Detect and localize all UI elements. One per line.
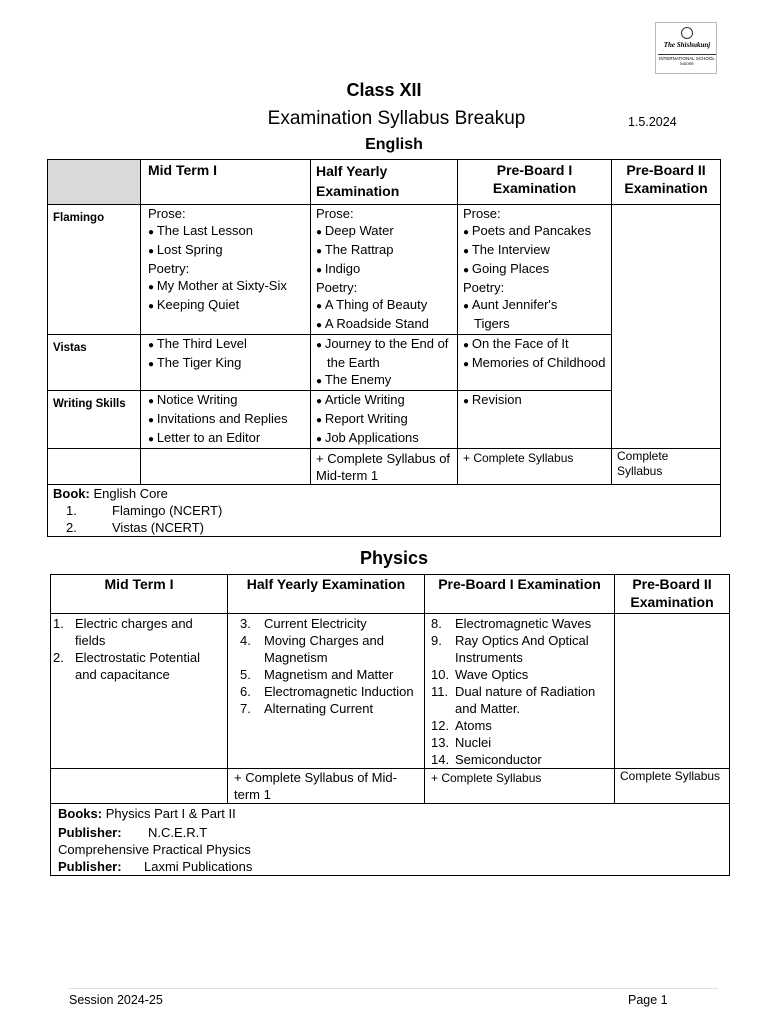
list-item: ● The Enemy bbox=[316, 371, 452, 390]
list-item: ● My Mother at Sixty-Six bbox=[148, 277, 305, 296]
col-header-mid-term: Mid Term I bbox=[51, 575, 228, 614]
list-item: ● Invitations and Replies bbox=[148, 410, 305, 429]
english-header-row bbox=[48, 160, 721, 205]
physics-title: Physics bbox=[359, 548, 429, 568]
list-item: ● Deep Water bbox=[316, 222, 452, 241]
physics-complete-syllabus-row bbox=[51, 769, 730, 804]
list-item: ● Poets and Pancakes bbox=[463, 222, 606, 241]
list-item: 14. Semiconductor bbox=[431, 752, 542, 767]
row-label-flamingo: Flamingo bbox=[48, 205, 141, 335]
physics-header-row bbox=[51, 575, 730, 614]
list-item: ● A Roadside Stand bbox=[316, 315, 452, 334]
english-half-yearly-complete: + Complete Syllabus of Mid-term 1 bbox=[311, 449, 458, 485]
list-item: ● Article Writing bbox=[316, 391, 452, 410]
vistas-half-yearly-cell bbox=[311, 335, 458, 391]
logo-sub: INTERNATIONAL SCHOOL bbox=[659, 56, 715, 61]
list-item: ● Journey to the End of the Earth bbox=[316, 335, 452, 371]
list-item: ● Indigo bbox=[316, 260, 452, 279]
list-item: 9. Ray Optics And Optical Instruments bbox=[431, 633, 589, 665]
physics-mid-term-cell bbox=[51, 614, 228, 769]
list-item: 1. Electric charges and fields bbox=[53, 616, 193, 648]
english-book-cell bbox=[48, 485, 721, 537]
col-header-half-yearly: Half Yearly Examination bbox=[311, 160, 458, 205]
list-item: ● The Last Lesson bbox=[148, 222, 305, 241]
col-header-preboard1: Pre-Board I Examination bbox=[458, 160, 612, 205]
blank-cell bbox=[141, 449, 311, 485]
list-item: 11. Dual nature of Radiation and Matter. bbox=[431, 684, 596, 716]
col-header-mid-term: Mid Term I bbox=[141, 160, 311, 205]
physics-preboard1-cell bbox=[425, 614, 615, 769]
english-title: English bbox=[365, 136, 423, 153]
physics-books-cell bbox=[51, 804, 730, 876]
footer-page-number: Page 1 bbox=[628, 993, 668, 1007]
col-header-half-yearly: Half Yearly Examination bbox=[228, 575, 425, 614]
school-seal-icon bbox=[681, 27, 693, 39]
prose-label: Prose: bbox=[316, 206, 354, 221]
practical-book: Comprehensive Practical Physics bbox=[58, 842, 251, 857]
footer-session: Session 2024-25 bbox=[69, 993, 163, 1007]
flamingo-row bbox=[48, 205, 721, 335]
list-item: 2. Vistas (NCERT) bbox=[66, 520, 204, 535]
col-header-preboard2: Pre-Board II Examination bbox=[612, 160, 721, 205]
list-item: ● Job Applications bbox=[316, 429, 452, 448]
english-syllabus-table bbox=[47, 159, 721, 537]
list-item: ● Lost Spring bbox=[148, 241, 305, 260]
english-preboard2-complete: Complete Syllabus bbox=[612, 449, 721, 485]
list-item: ● Aunt Jennifer's Tigers bbox=[463, 296, 591, 332]
poetry-label: Poetry: bbox=[148, 261, 190, 276]
vistas-preboard1-cell bbox=[458, 335, 612, 391]
list-item: 2. Electrostatic Potential and capacitance bbox=[53, 650, 201, 682]
writing-mid-term-cell bbox=[141, 391, 311, 449]
list-item: ● On the Face of It bbox=[463, 335, 606, 354]
list-item: 3. Current Electricity bbox=[240, 616, 367, 631]
list-item: 5. Magnetism and Matter bbox=[240, 667, 394, 682]
list-item: 8. Electromagnetic Waves bbox=[431, 616, 592, 631]
writing-preboard1-cell bbox=[458, 391, 612, 449]
book-value: English Core bbox=[93, 486, 168, 501]
books-value: Physics Part I & Part II bbox=[105, 806, 236, 821]
list-item: ● The Third Level bbox=[148, 335, 305, 354]
vistas-mid-term-cell bbox=[141, 335, 311, 391]
poetry-label: Poetry: bbox=[463, 280, 505, 295]
list-item: ● The Tiger King bbox=[148, 354, 305, 373]
list-item: 10. Wave Optics bbox=[431, 667, 529, 682]
physics-preboard2-complete: Complete Syllabus bbox=[615, 769, 730, 804]
english-preboard1-complete: + Complete Syllabus bbox=[458, 449, 612, 485]
header-blank-cell bbox=[48, 160, 141, 205]
document-date: 1.5.2024 bbox=[628, 115, 677, 129]
logo-name: The Shishukunj bbox=[663, 41, 711, 49]
physics-units-row bbox=[51, 614, 730, 769]
physics-half-yearly-cell bbox=[228, 614, 425, 769]
publisher-value: Laxmi Publications bbox=[144, 859, 253, 874]
physics-books-row bbox=[51, 804, 730, 876]
publisher-value: N.C.E.R.T bbox=[148, 825, 208, 840]
english-book-row bbox=[48, 485, 721, 537]
list-item: 1. Flamingo (NCERT) bbox=[66, 503, 223, 518]
physics-preboard2-blank-cell bbox=[615, 614, 730, 769]
logo-city: INDORE bbox=[680, 62, 694, 66]
col-header-preboard2: Pre-Board II Examination bbox=[615, 575, 730, 614]
flamingo-mid-term-cell bbox=[141, 205, 311, 335]
prose-label: Prose: bbox=[463, 206, 501, 221]
list-item: 4. Moving Charges and Magnetism bbox=[240, 633, 384, 665]
writing-half-yearly-cell bbox=[311, 391, 458, 449]
flamingo-half-yearly-cell bbox=[311, 205, 458, 335]
list-item: ● Memories of Childhood bbox=[463, 354, 606, 373]
list-item: 13. Nuclei bbox=[431, 735, 492, 750]
books-label: Books: bbox=[58, 806, 103, 821]
col-header-preboard1: Pre-Board I Examination bbox=[425, 575, 615, 614]
list-item: ● Notice Writing bbox=[148, 391, 305, 410]
book-label: Book: bbox=[53, 486, 90, 501]
blank-cell bbox=[48, 449, 141, 485]
physics-half-yearly-complete: + Complete Syllabus of Mid-term 1 bbox=[228, 769, 425, 804]
list-item: ● The Interview bbox=[463, 241, 606, 260]
publisher-label: Publisher: bbox=[58, 825, 122, 840]
list-item: ● The Rattrap bbox=[316, 241, 452, 260]
list-item: ● Keeping Quiet bbox=[148, 296, 305, 315]
list-item: 7. Alternating Current bbox=[240, 701, 374, 716]
list-item: 12. Atoms bbox=[431, 718, 492, 733]
row-label-writing-skills: Writing Skills bbox=[48, 391, 141, 449]
list-item: ● Letter to an Editor bbox=[148, 429, 305, 448]
blank-cell bbox=[51, 769, 228, 804]
preboard2-blank-cell bbox=[612, 205, 721, 449]
row-label-vistas: Vistas bbox=[48, 335, 141, 391]
class-title: Class XII bbox=[346, 80, 422, 100]
english-complete-syllabus-row bbox=[48, 449, 721, 485]
list-item: 6. Electromagnetic Induction bbox=[240, 684, 414, 699]
physics-syllabus-table bbox=[50, 574, 730, 876]
publisher-label: Publisher: bbox=[58, 859, 122, 874]
flamingo-preboard1-cell bbox=[458, 205, 612, 335]
footer-divider bbox=[68, 988, 718, 989]
list-item: ● A Thing of Beauty bbox=[316, 296, 452, 315]
school-logo bbox=[655, 22, 717, 74]
list-item: ● Report Writing bbox=[316, 410, 452, 429]
list-item: ● Going Places bbox=[463, 260, 606, 279]
prose-label: Prose: bbox=[148, 206, 186, 221]
list-item: ● Revision bbox=[463, 391, 606, 410]
physics-preboard1-complete: + Complete Syllabus bbox=[425, 769, 615, 804]
poetry-label: Poetry: bbox=[316, 280, 358, 295]
page-subtitle: Examination Syllabus Breakup bbox=[267, 108, 526, 129]
